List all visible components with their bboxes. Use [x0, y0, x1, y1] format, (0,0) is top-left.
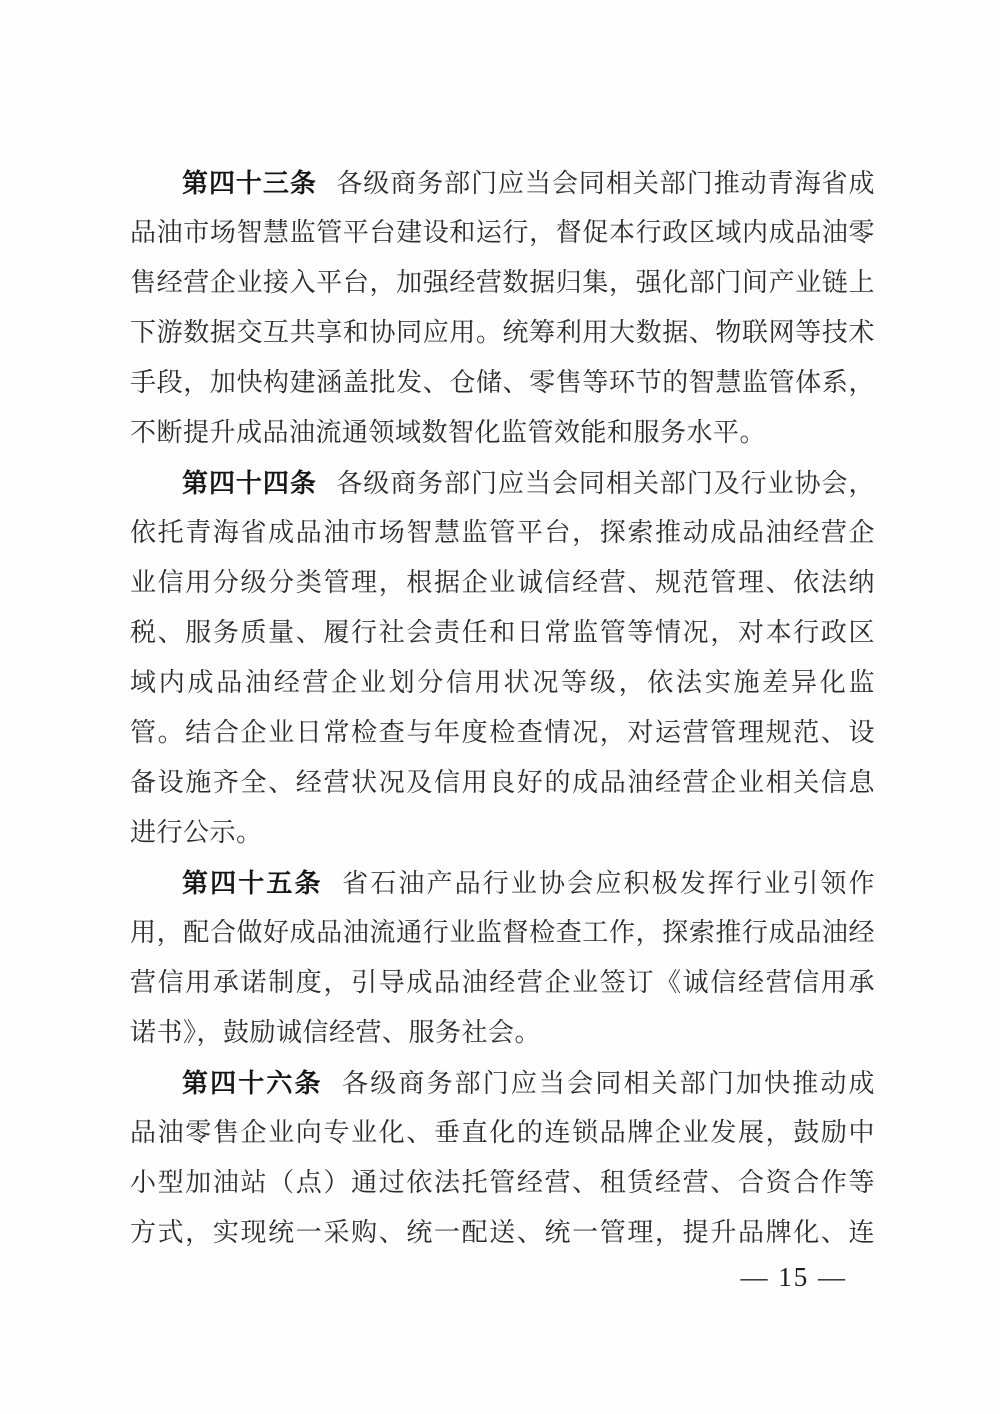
- article-45-line: 营信用承诺制度，引导成品油经营企业签订《诚信经营信用承: [130, 968, 875, 997]
- article-43-line: 品油市场智慧监管平台建设和运行，督促本行政区域内成品油零: [130, 218, 875, 247]
- article-43-line: 售经营企业接入平台，加强经营数据归集，强化部门间产业链上: [130, 268, 875, 297]
- article-43-line: [130, 158, 875, 208]
- page-footer: [130, 1256, 875, 1298]
- article-43-paragraph: [130, 158, 875, 458]
- article-44-line: 域内成品油经营企业划分信用状况等级，依法实施差异化监: [130, 668, 875, 697]
- article-43-line: 不断提升成品油流通领域数智化监管效能和服务水平。: [130, 418, 767, 447]
- article-44-line: [130, 458, 875, 508]
- article-44-line: 进行公示。: [130, 818, 263, 847]
- article-45-line: [130, 858, 875, 908]
- article-43-heading: 第四十三条: [182, 168, 317, 198]
- article-45-first-line-text: 省石油产品行业协会应积极发挥行业引领作: [342, 869, 875, 898]
- article-45-paragraph: [130, 858, 875, 1058]
- document-text-block: [130, 158, 875, 1258]
- page-number: — 15 —: [740, 1262, 847, 1292]
- article-46-heading: 第四十六条: [182, 1068, 323, 1098]
- article-46-first-line-text: 各级商务部门应当会同相关部门加快推动成: [342, 1069, 875, 1098]
- article-45-heading: 第四十五条: [182, 868, 323, 898]
- article-46-line: [130, 1058, 875, 1108]
- article-43-line: 手段，加快构建涵盖批发、仓储、零售等环节的智慧监管体系，: [130, 368, 875, 397]
- article-44-line: 业信用分级分类管理，根据企业诚信经营、规范管理、依法纳: [130, 568, 875, 597]
- article-46-paragraph: [130, 1058, 875, 1258]
- article-44-heading: 第四十四条: [182, 468, 317, 498]
- article-43-first-line-text: 各级商务部门应当会同相关部门推动青海省成: [336, 169, 875, 198]
- article-44-first-line-text: 各级商务部门应当会同相关部门及行业协会，: [336, 469, 875, 498]
- article-46-line: 小型加油站（点）通过依法托管经营、租赁经营、合资合作等: [130, 1168, 875, 1197]
- article-44-line: 备设施齐全、经营状况及信用良好的成品油经营企业相关信息: [130, 768, 875, 797]
- article-43-line: 下游数据交互共享和协同应用。统筹利用大数据、物联网等技术: [130, 318, 875, 347]
- article-44-line: 管。结合企业日常检查与年度检查情况，对运营管理规范、设: [130, 718, 875, 747]
- article-44-paragraph: [130, 458, 875, 858]
- article-46-line: 方式，实现统一采购、统一配送、统一管理，提升品牌化、连: [130, 1218, 875, 1247]
- article-45-line: 诺书》，鼓励诚信经营、服务社会。: [130, 1018, 542, 1047]
- article-44-line: 税、服务质量、履行社会责任和日常监管等情况，对本行政区: [130, 618, 875, 647]
- article-45-line: 用，配合做好成品油流通行业监督检查工作，探索推行成品油经: [130, 918, 875, 947]
- article-44-line: 依托青海省成品油市场智慧监管平台，探索推动成品油经营企: [130, 518, 875, 547]
- article-46-line: 品油零售企业向专业化、垂直化的连锁品牌企业发展，鼓励中: [130, 1118, 875, 1147]
